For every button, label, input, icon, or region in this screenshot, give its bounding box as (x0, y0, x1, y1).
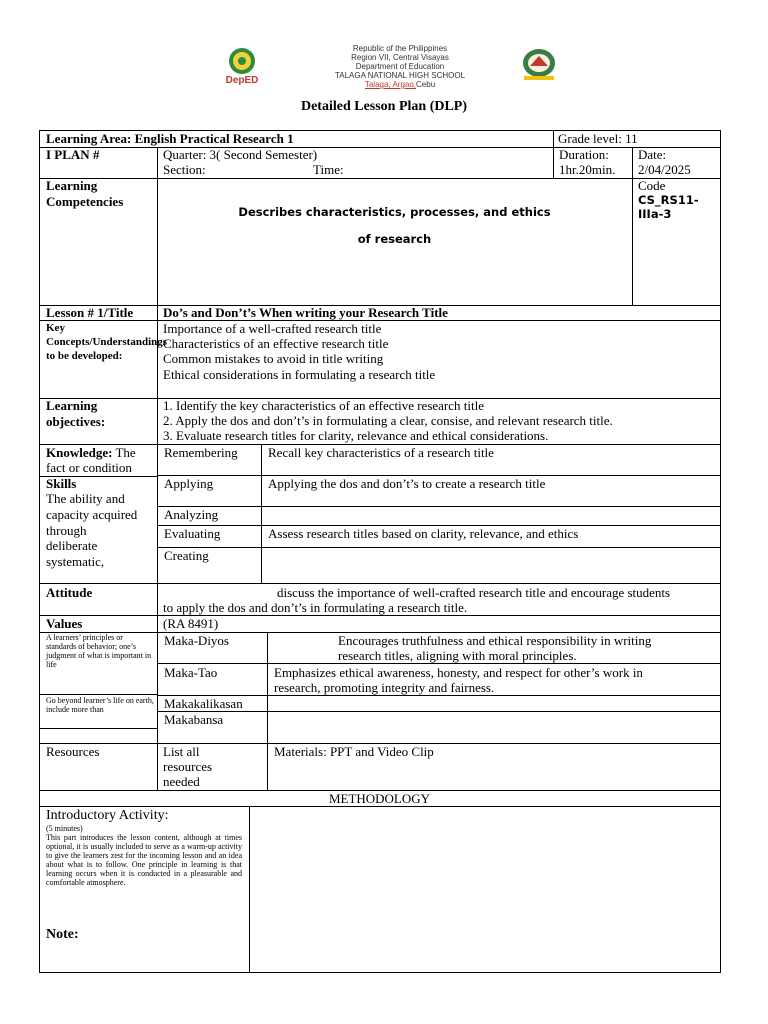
date-value: 2/04/2025 (638, 162, 691, 177)
learning-area: Learning Area: English Practical Research 1 (46, 131, 294, 146)
objective-item: 2. Apply the dos and don’t’s in formulating a clear, consise, and relevant research title. (163, 413, 613, 428)
competencies-label-2: Competencies (46, 194, 124, 209)
place-line (290, 80, 510, 89)
skills-desc-line: systematic, (46, 554, 105, 569)
skills-desc-line: capacity acquired (46, 507, 138, 522)
value-name: Makakalikasan (164, 696, 243, 711)
quarter: Quarter: 3( Second Semester) (163, 147, 318, 162)
value-name: Makabansa (164, 712, 224, 727)
value-desc-line: research, promoting integrity and fairness. (274, 680, 495, 695)
skill-level: Evaluating (164, 526, 221, 541)
letterhead-text (290, 44, 510, 89)
code-label: Code (638, 178, 666, 193)
key-concepts-label: Key Concepts/Understandings to be developed: (46, 322, 168, 362)
intro-description: This part introduces the lesson content, although at times optional, it is usually included to serve as a warm-up activity to give the learners zest for the incoming lesson and an idea about what is to follow. One principle in learning is that learning occurs when it is conducted in a pleasurable and comfortable atmosphere. (46, 833, 242, 887)
deped-logo (213, 46, 271, 86)
intro-note: Note: (46, 927, 79, 942)
time-label: Time: (313, 162, 344, 177)
intro-title: Introductory Activity: (46, 808, 169, 823)
skill-level: Creating (164, 548, 209, 563)
objective-item: 1. Identify the key characteristics of an effective research title (163, 398, 484, 413)
competency-text-2: of research (357, 232, 432, 246)
school-seal-logo (512, 46, 566, 84)
skills-label: Skills (46, 476, 77, 491)
skill-desc: Applying the dos and don’t’s to create a research title (268, 476, 546, 491)
competencies-label-1: Learning (46, 178, 98, 193)
values-ra: (RA 8491) (163, 616, 219, 631)
skill-level: Applying (164, 476, 214, 491)
attitude-label: Attitude (46, 585, 93, 600)
intro-minutes: (5 minutes) (46, 824, 83, 833)
resources-materials: Materials: PPT and Video Clip (274, 744, 434, 759)
objectives-label-2: objectives: (46, 414, 106, 429)
lesson-label: Lesson # 1/Title (46, 305, 134, 320)
value-name: Maka-Diyos (164, 633, 229, 648)
place-city: Cebu (416, 80, 436, 89)
attitude-line-2: to apply the dos and don’t’s in formulating a research title. (163, 600, 468, 615)
resources-list-line: List all (163, 744, 200, 759)
values-desc-2: Go beyond learner’s life on earth, include more than (46, 696, 154, 714)
department-line: Department of Education (355, 62, 445, 71)
values-desc: A learners’ principles or standards of behavior; one’s judgment of what is important in life (46, 633, 152, 669)
region-line: Region VII, Central Visayas (351, 53, 449, 62)
republic-line: Republic of the Philippines (352, 44, 448, 53)
skills-desc-line: through (46, 523, 87, 538)
skill-level: Analyzing (164, 507, 219, 522)
resources-label: Resources (46, 744, 100, 759)
competency-text-1: Describes characteristics, processes, and ethics (238, 205, 551, 219)
objectives-label-1: Learning (46, 398, 98, 413)
value-name: Maka-Tao (164, 665, 218, 680)
section-label: Section: (163, 162, 206, 177)
code-value-1: CS_RS11- (638, 193, 699, 207)
grade-level: Grade level: 11 (558, 131, 638, 146)
value-desc-line: Emphasizes ethical awareness, honesty, and respect for other’s work in (274, 665, 643, 680)
knowledge-label-rest: The (112, 445, 136, 460)
plan-number-label: I PLAN # (46, 147, 100, 162)
key-concept-item: Common mistakes to avoid in title writing (163, 351, 384, 366)
values-label: Values (46, 616, 83, 631)
school-line: TALAGA NATIONAL HIGH SCHOOL (334, 71, 466, 80)
objective-item: 3. Evaluate research titles for clarity, relevance and ethical considerations. (163, 428, 549, 443)
attitude-line-1: discuss the importance of well-crafted research title and encourage students (277, 585, 671, 600)
knowledge-label-bold: Knowledge: (46, 445, 113, 460)
key-concept-item: Characteristics of an effective research title (163, 336, 389, 351)
knowledge-label (46, 445, 136, 460)
key-concept-item: Ethical considerations in formulating a research title (163, 367, 436, 382)
skill-desc: Assess research titles based on clarity, relevance, and ethics (268, 526, 579, 541)
knowledge-level: Remembering (164, 445, 238, 460)
letterhead (0, 40, 768, 90)
lesson-title: Do’s and Don’t’s When writing your Research Title (163, 305, 448, 320)
resources-list-line: needed (163, 774, 200, 789)
date-label: Date: (638, 147, 667, 162)
svg-text:DepED: DepED (225, 75, 259, 86)
page-title: Detailed Lesson Plan (DLP) (300, 99, 468, 114)
code-value-2: IIIa-3 (638, 207, 672, 221)
resources-list-line: resources (163, 759, 213, 774)
skills-desc-line: The ability and (46, 491, 125, 506)
value-desc-line: Encourages truthfulness and ethical responsibility in writing (338, 633, 652, 648)
duration-label: Duration: (559, 147, 609, 162)
duration-value: 1hr.20min. (559, 162, 616, 177)
methodology-heading: METHODOLOGY (328, 791, 431, 806)
skills-desc-line: deliberate (46, 538, 98, 553)
value-desc-line: research titles, aligning with moral principles. (338, 648, 577, 663)
knowledge-label-2: fact or condition (46, 460, 132, 475)
key-concept-item: Importance of a well-crafted research title (163, 321, 382, 336)
place-underlined: Talaga, Argao, (364, 80, 417, 89)
knowledge-desc: Recall key characteristics of a research title (268, 445, 494, 460)
